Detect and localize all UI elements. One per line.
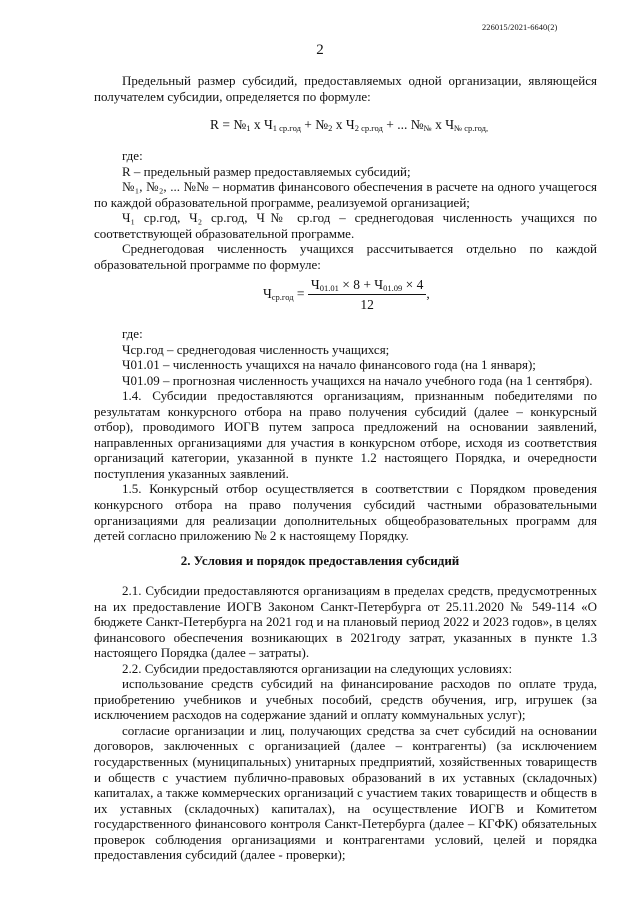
page-number: 2 [316, 42, 324, 58]
paragraph-1-5: 1.5. Конкурсный отбор осуществляется в соответствии с Порядком проведения конкурсного отбора на право получения субсидий частными образовательными организациями для реализации дополнительных общеобразовательных программ для детей согласно приложению № 2 к настоящему Порядку. [94, 481, 597, 544]
avg-count-paragraph: Среднегодовая численность учащихся рассчитывается отдельно по каждой образовательной программе по формуле: [94, 241, 597, 272]
condition-use-funds: использование средств субсидий на финансирование расходов по оплате труда, приобретению учебников и учебных пособий, средств обучения, игр, игрушек (за исключением расходов на содержание зданий и оплату коммунальных услуг); [94, 676, 597, 723]
formula-max-subsidy: $R = №_1$ x $Ч_{1 ср.год}$ + $№_2$ x $Ч_{2 ср.год}$ + ... $№_№$ x $Ч_{№ ср.год,}$ [210, 117, 489, 133]
formula-fraction: $\frac{Ч_{01.01} \times 8 + Ч_{01.09} \times 4}{12}$ [308, 277, 426, 313]
section-2-heading: 2. Условия и порядок предоставления субсидий [180, 553, 460, 568]
document-number: 226015/2021-6640(2) [482, 23, 558, 32]
definitions-block-2 [94, 326, 597, 544]
condition-consent: согласие организации и лиц, получающих средства за счет субсидий на основании договоров, заключенных с организацией (далее – контрагенты) (за исключением государственных (муниципальных) унитарных предприятий, хозяйственных товариществ и обществ с участием публично-правовых образований в их уставных (складочных) капиталах, а также коммерческих организаций с участием таких товариществ и обществ в их уставных (складочных) капиталах), на осуществление ИОГВ и Комитетом государственного финансового контроля Санкт-Петербурга (далее – КГФК) обязательных проверок соблюдения организациями и контрагентами условий, целей и порядка предоставления субсидий (далее - проверки); [94, 722, 597, 863]
paragraph-2-1: 2.1. Субсидии предоставляются организациям в пределах средств, предусмотренных на их предоставление ИОГВ Законом Санкт-Петербурга от 25.11.2020 № 549-114 «О бюджете Санкт-Петербурга на 2021 год и на плановый период 2022 и 2023 годов», в целях финансового обеспечения возникающих в 2021году затрат, указанных в пункте 1.3 настоящего Порядка (далее – затраты). [94, 583, 597, 661]
definition-0109: Ч01.09 – прогнозная численность учащихся на начало учебного года (на 1 сентября). [122, 372, 593, 388]
where-label: где: [122, 148, 143, 163]
section-2-body [94, 583, 597, 863]
definition-0101: Ч01.01 – численность учащихся на начало финансового года (на 1 января); [122, 357, 536, 373]
definition-r: R – предельный размер предоставляемых субсидий; [122, 163, 411, 179]
where-label-2: где: [122, 326, 143, 341]
formula-avg-count: $Ч_{ср.год}$ = $\frac{Ч_{01.01} \times 8 + Ч_{01.09} \times 4}{12}$ , [263, 277, 430, 312]
paragraph-2-2: 2.2. Субсидии предоставляются организации на следующих условиях: [122, 660, 513, 676]
definition-norm: №₁, №₂, ... №№ – норматив финансового обеспечения в расчете на одного учащегося по каждой образовательной программе, реализуемой организацией; [94, 179, 597, 210]
definition-count: Ч₁ ср.год, Ч₂ ср.год, Ч№ ср.год – среднегодовая численность учащихся по соответствующей образовательной программе. [94, 210, 597, 241]
intro-text: Предельный размер субсидий, предоставляемых одной организации, являющейся получателем субсидии, определяется по формуле: [94, 73, 597, 104]
intro-paragraph [94, 73, 597, 104]
definition-avg: Чср.год – среднегодовая численность учащихся; [122, 341, 390, 357]
definitions-block-1 [94, 148, 597, 272]
paragraph-1-4: 1.4. Субсидии предоставляются организациям, признанным победителями по результатам конкурсного отбора на право получения субсидий (далее – конкурсный отбор), проводимого ИОГВ путем запроса предложений на основании заявлений, направленных организациями для участия в конкурсном отборе, исходя из соответствия организаций категории, указанной в пункте 1.2 настоящего Порядка, и очередности поступления указанных заявлений. [94, 388, 597, 481]
